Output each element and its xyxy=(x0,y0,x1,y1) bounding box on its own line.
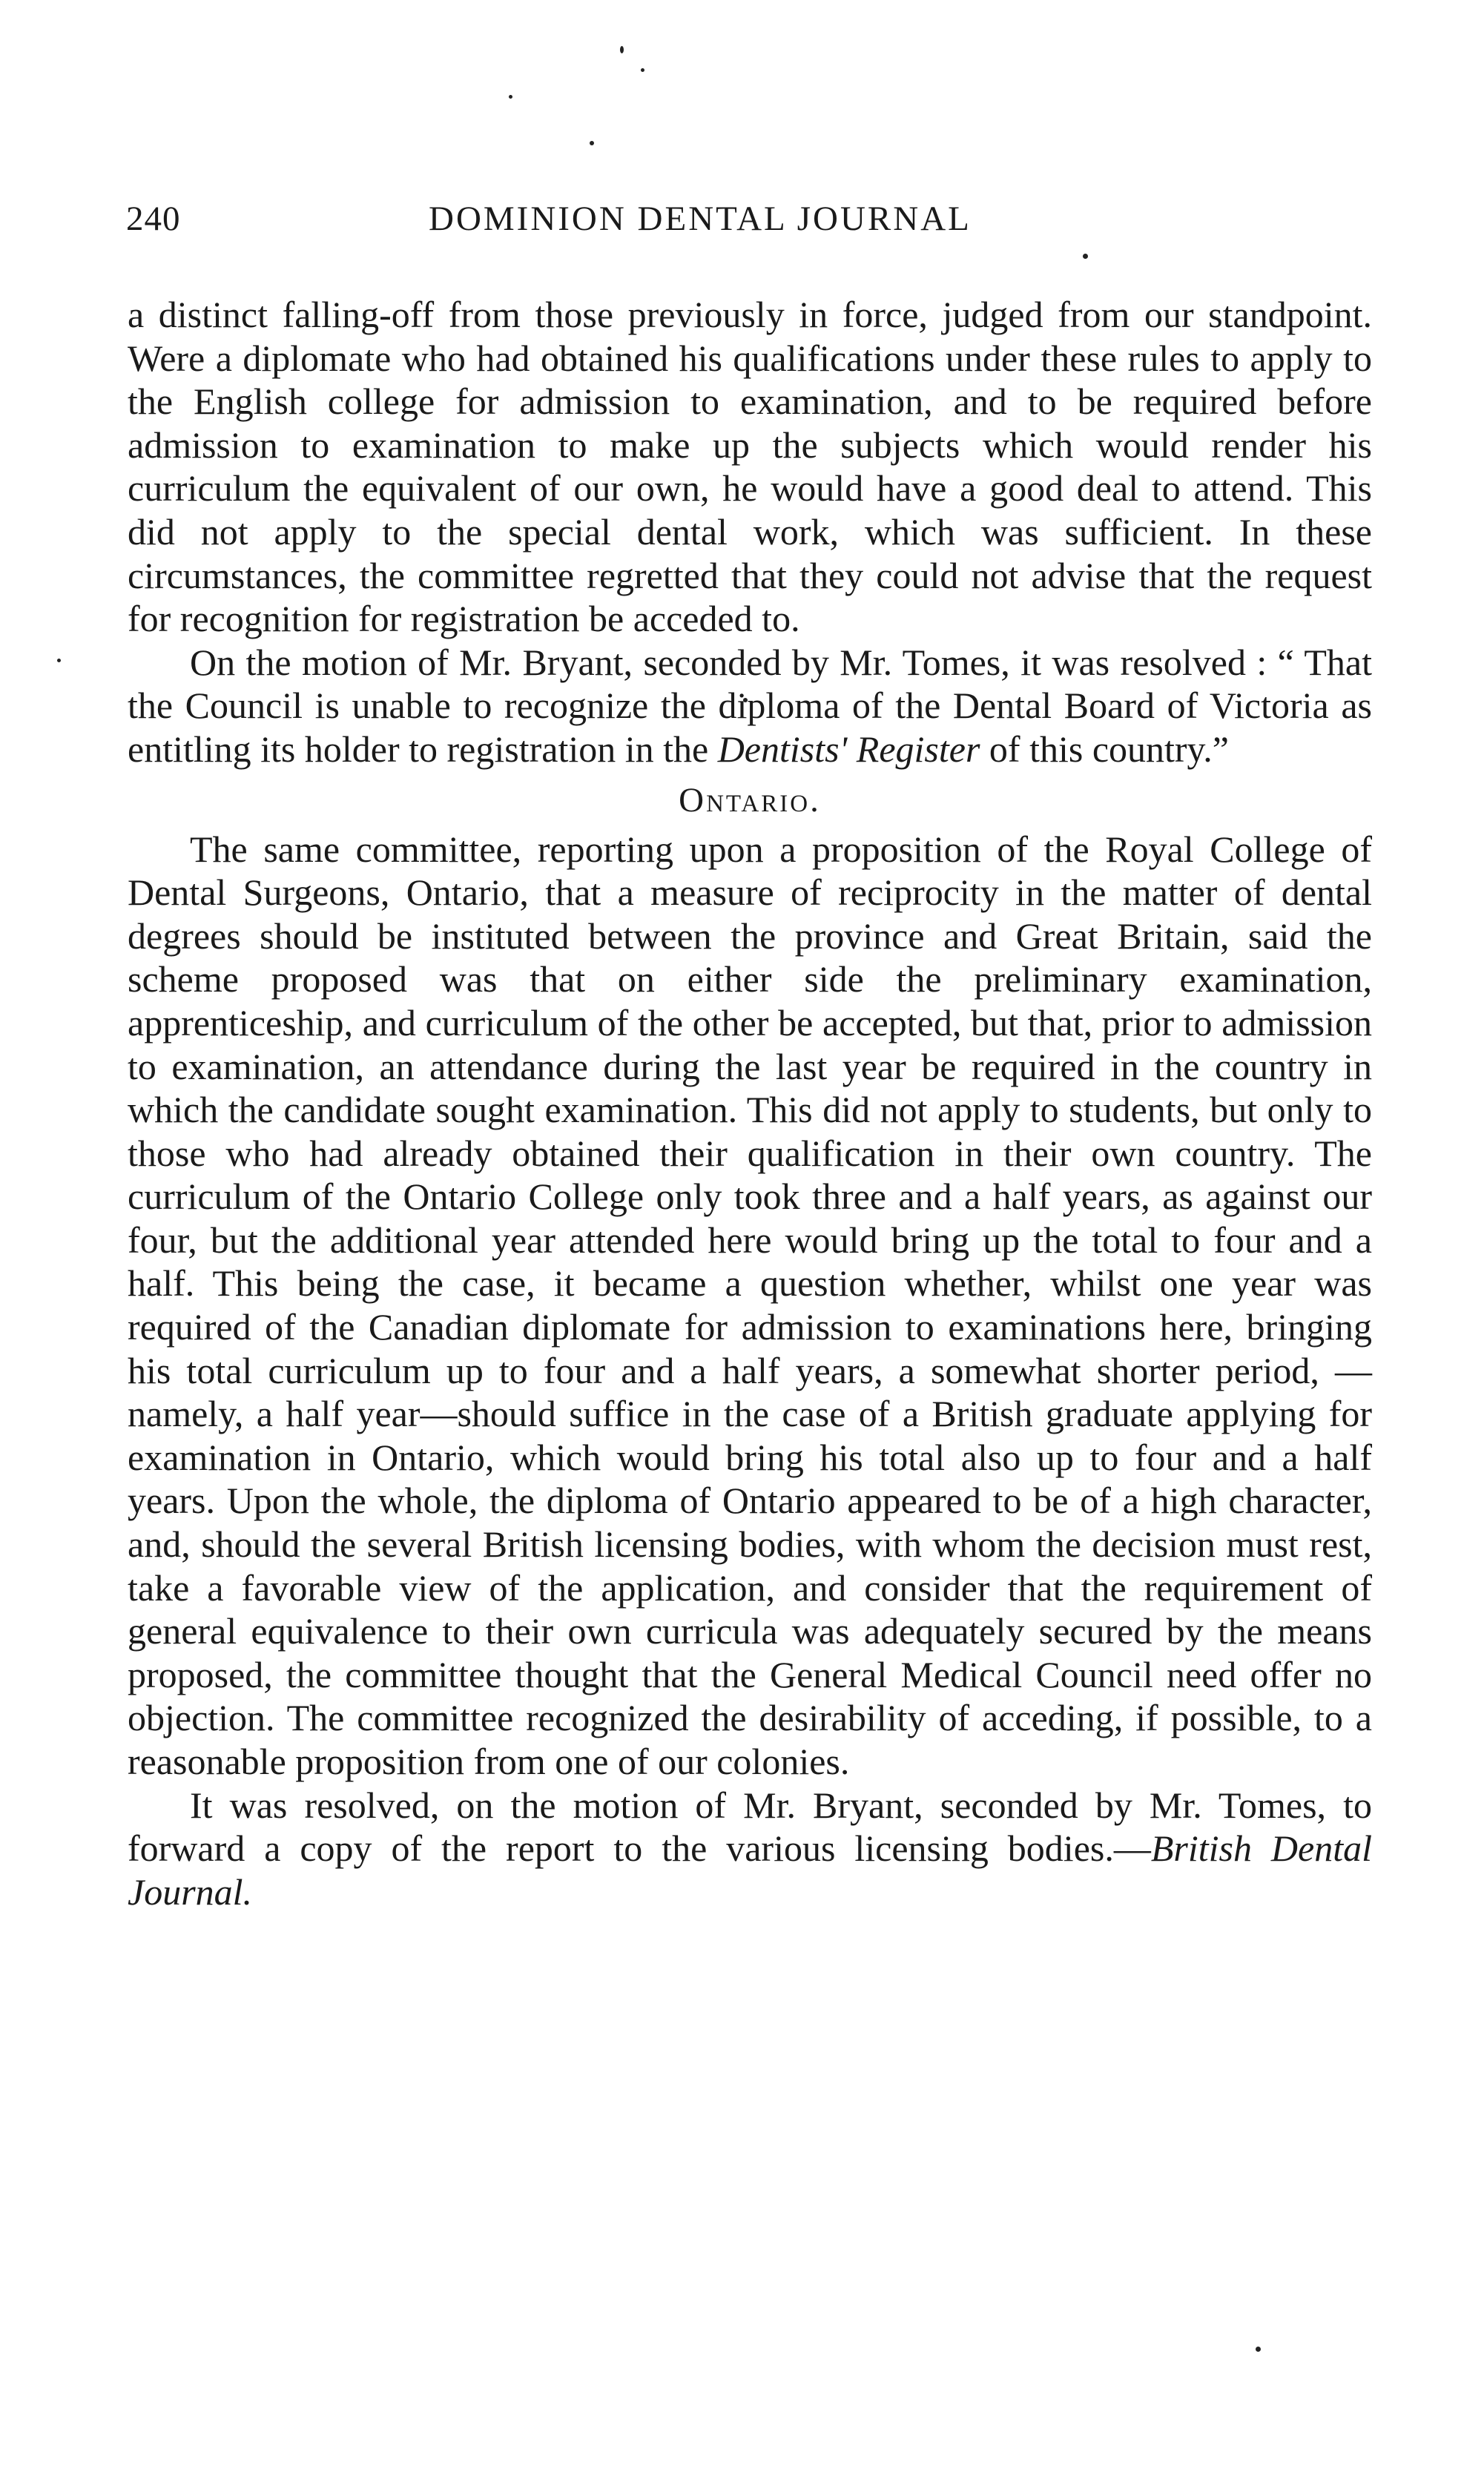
ink-speck xyxy=(641,68,644,72)
page-number: 240 xyxy=(126,200,181,238)
ink-speck xyxy=(509,95,512,99)
running-head xyxy=(126,199,1090,258)
resolution-text: On the motion of Mr. Bryant, seconded by Mr. Tomes, it was resolved : “ That the Council is unable to recognize the diploma of the Dental Board of Victoria as entitling its holder to registration in the xyxy=(128,641,1372,770)
dentists-register-title: Dentists' Register xyxy=(717,728,980,770)
section-heading-ontario: Ontario. xyxy=(679,780,821,820)
paragraph-victoria-continued: a distinct falling-off from those previously in force, judged from our standpoint. Were a diplomate who had obtained his qualifications under these rules to apply to the English college for admission to examination, and to be required before admission to examination to make up the subjects which would render his curriculum the equivalent of our own, he would have a good deal to attend. This did not apply to the special dental work, which was sufficient. In these circumstances, the committee regretted that they could not advise that the request for recognition for registration be acceded to. xyxy=(128,294,1372,640)
resolution-text-end: of this country.” xyxy=(980,728,1229,770)
ink-speck xyxy=(1256,2347,1261,2352)
paragraph-victoria-resolution xyxy=(128,641,1372,771)
resolution-text: It was resolved, on the motion of Mr. Bryant, seconded by Mr. Tomes, to forward a copy of the report to the various licensing bodies.— xyxy=(128,1784,1372,1870)
paragraph-ontario-report: The same committee, reporting upon a proposition of the Royal College of Dental Surgeons, Ontario, that a measure of reciprocity in the matter of dental degrees should be instituted between the province and Great Britain, said the scheme proposed was that on either side the preliminary examination, apprenticeship, and curriculum of the other be accepted, but that, prior to admission to examination, an attendance during the last year be required in the country in which the candidate sought examination. This did not apply to students, but only to those who had already obtained their qualification in their own country. The curriculum of the Ontario College only took three and a half years, as against our four, but the additional year attended here would bring up the total to four and a half. This being the case, it became a question whether, whilst one year was required of the Canadian diplomate for admission to examinations here, bringing his total curriculum up to four and a half years, a somewhat shorter period, —namely, a half year—should suffice in the case of a British graduate applying for examination in Ontario, which would bring his total also up to four and a half years. Upon the whole, the diploma of Ontario appeared to be of a high character, and, should the several British licensing bodies, with whom the decision must rest, take a favorable view of the application, and consider that the requirement of general equivalence to their own curricula was adequately secured by the means proposed, the committee thought that the General Medical Council need offer no objection. The committee recognized the desirability of acceding, if possible, to a reasonable proposition from one of our colonies. xyxy=(128,828,1372,1782)
ink-speck xyxy=(620,46,624,53)
source-citation: British Dental Journal. xyxy=(128,1827,1373,1913)
ink-speck xyxy=(590,141,594,145)
ink-speck xyxy=(57,659,61,662)
journal-title: DOMINION DENTAL JOURNAL xyxy=(429,200,972,238)
article-body xyxy=(128,293,1372,1913)
paragraph-ontario-resolution xyxy=(128,1784,1372,1914)
